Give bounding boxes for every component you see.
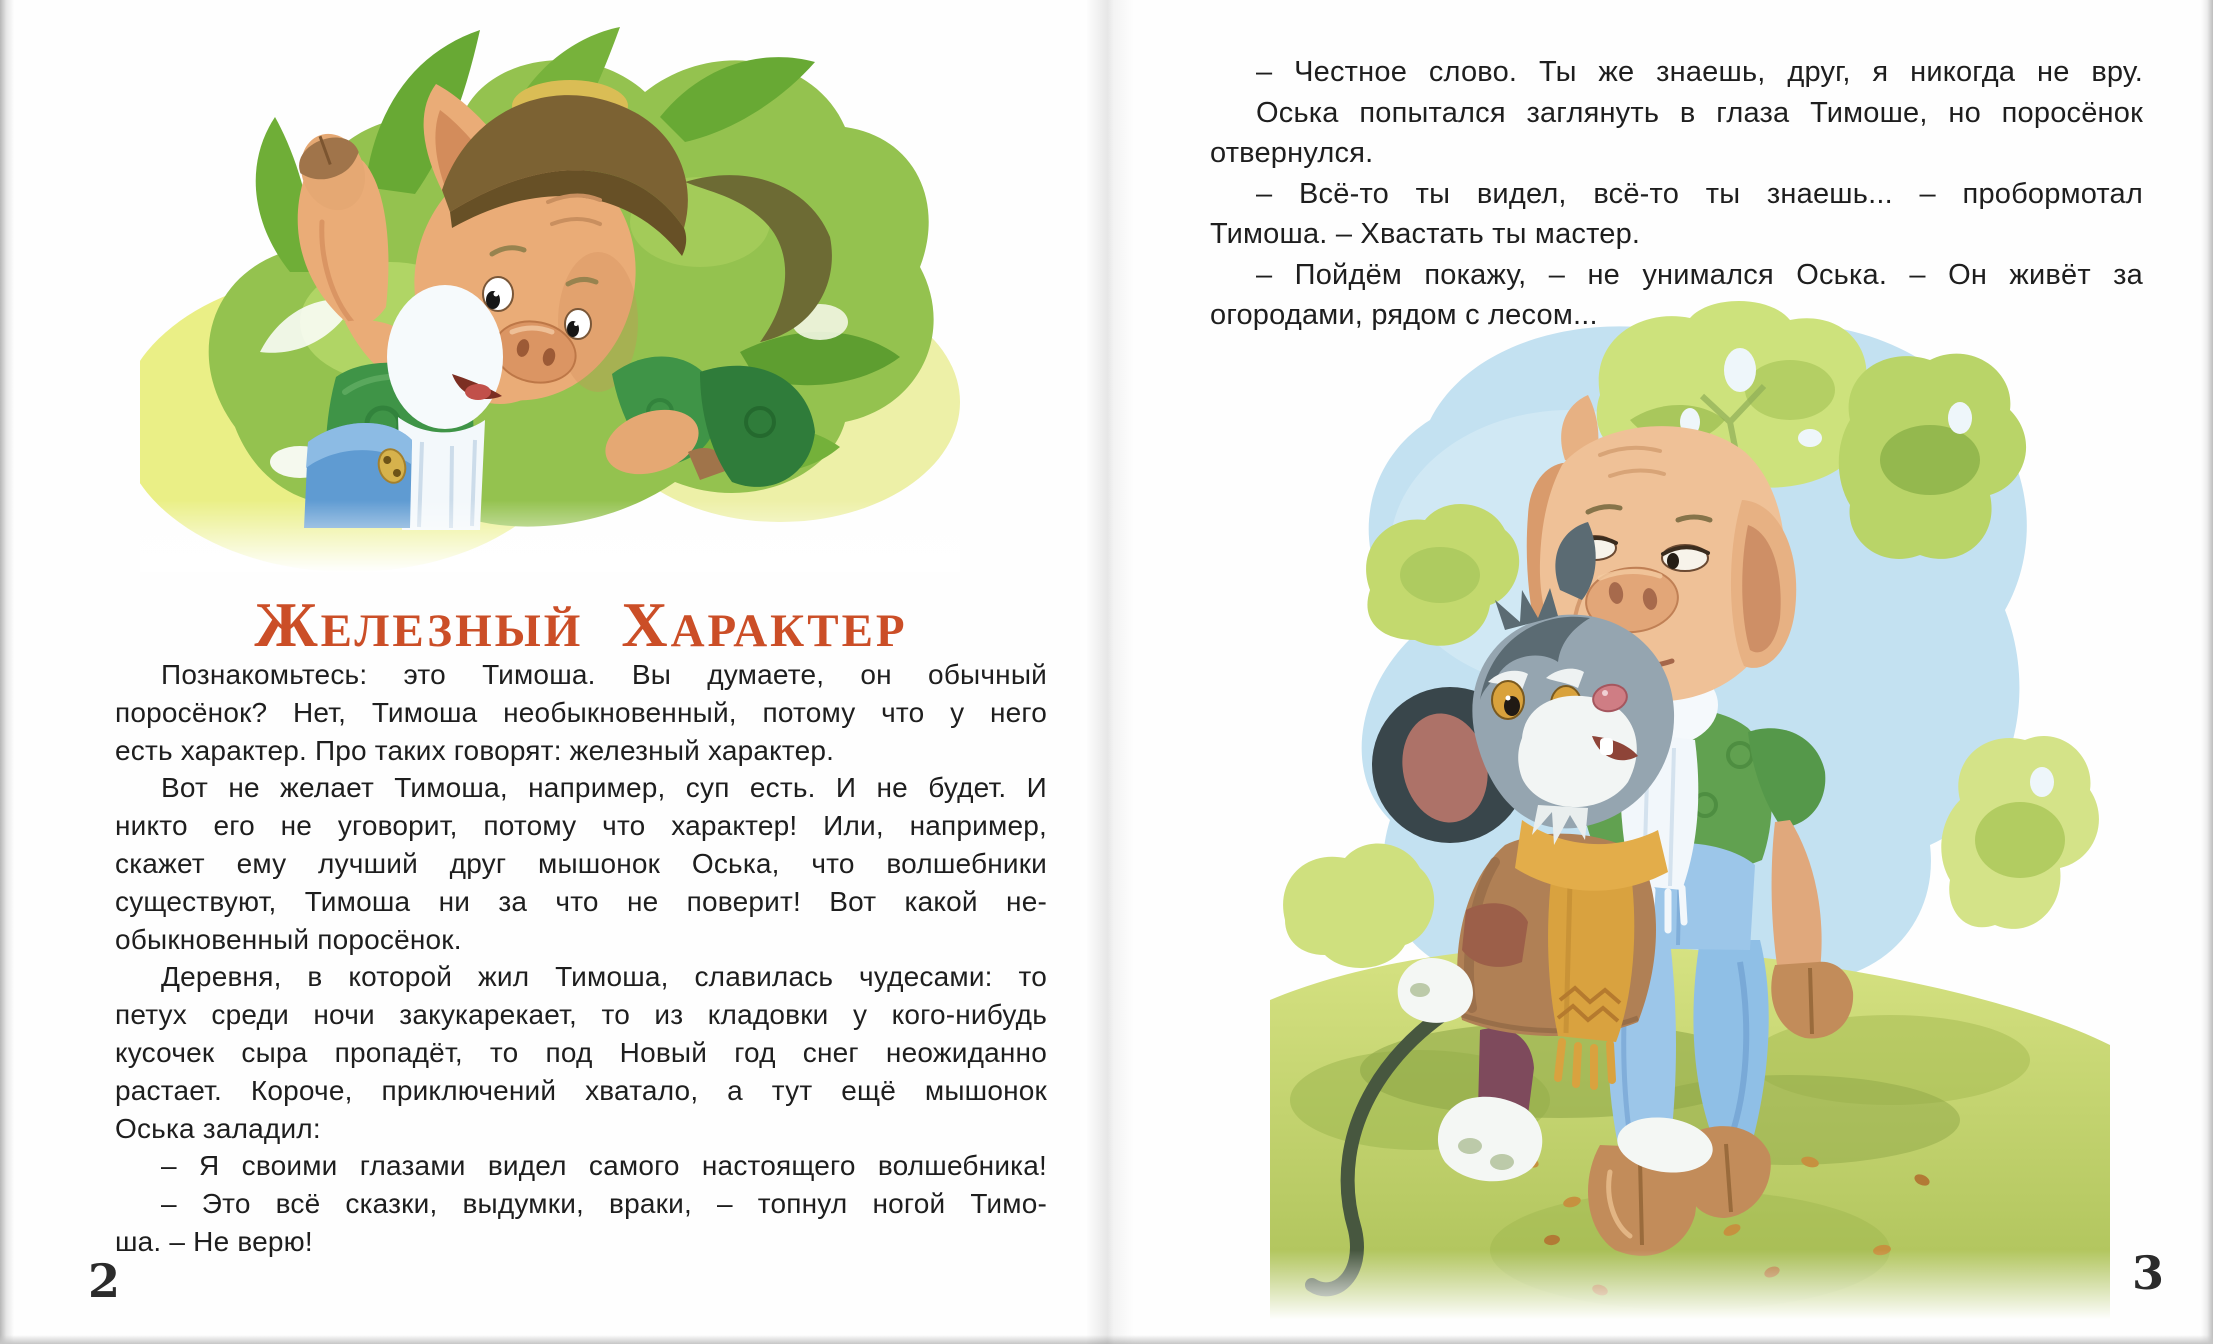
text-line: – Пойдём покажу, – не унимался Оська. – Он живёт за	[1256, 258, 2143, 291]
text-line: отвернулся.	[1210, 137, 1374, 169]
page-number-left: 2	[88, 1254, 121, 1308]
left-page-text	[115, 656, 1047, 1261]
text-line: Вот не желает Тимоша, например, суп есть. И не будет. И	[161, 772, 1047, 804]
book-gutter	[1086, 0, 1134, 1344]
text-line: растает. Короче, приключений хватало, а тут ещё мышонок	[115, 1074, 1047, 1106]
text-line: Оська попытался заглянуть в глаза Тимоше, но поросёнок	[1256, 96, 2143, 129]
text-line: – Это всё сказки, выдумки, враки, – топнул ногой Тимо-	[161, 1188, 1047, 1220]
title-word: ЖЕЛЕЗНЫЙ	[254, 589, 584, 660]
text-line: Познакомьтесь: это Тимоша. Вы думаете, он обычный	[161, 659, 1047, 690]
text-line: ша. – Не верю!	[115, 1225, 313, 1257]
illustration-mouse-and-piglet	[1270, 300, 2110, 1320]
text-line: огородами, рядом с лесом...	[1210, 299, 1598, 331]
text-line: никто его не уговорит, потому что характер! Или, например,	[115, 810, 1047, 842]
title-word: ХАРАКТЕР	[621, 589, 908, 660]
page-edge-left	[0, 0, 14, 1344]
illustration-piglet-in-foliage	[140, 22, 960, 572]
page-number-right: 3	[2132, 1246, 2165, 1300]
text-line: петух среди ночи закукарекает, то из кладовки у кого-нибудь	[115, 999, 1047, 1031]
text-line: Деревня, в которой жил Тимоша, славилась чудесами: то	[161, 961, 1047, 993]
page-edge-right	[2201, 0, 2213, 1344]
story-title	[115, 588, 1047, 666]
text-line: существуют, Тимоша ни за что не поверит! Вот какой не-	[115, 885, 1047, 917]
text-line: – Всё-то ты видел, всё-то ты знаешь... – пробормотал	[1256, 177, 2143, 210]
text-line: – Я своими глазами видел самого настоящего волшебника!	[161, 1150, 1047, 1182]
text-line: скажет ему лучший друг мышонок Оська, что волшебники	[115, 847, 1047, 879]
text-line: Оська заладил:	[115, 1112, 321, 1144]
right-page-text	[1210, 52, 2143, 336]
text-line: есть характер. Про таких говорят: железный характер.	[115, 734, 835, 766]
text-line: обыкновенный поросёнок.	[115, 923, 462, 955]
text-line: кусочек сыра пропадёт, то под Новый год снег неожиданно	[115, 1036, 1047, 1068]
text-line: поросёнок? Нет, Тимоша необыкновенный, потому что у него	[115, 696, 1047, 728]
text-line: Тимоша. – Хвастать ты мастер.	[1210, 218, 1641, 250]
text-line: – Честное слово. Ты же знаешь, друг, я никогда не вру.	[1256, 56, 2143, 88]
